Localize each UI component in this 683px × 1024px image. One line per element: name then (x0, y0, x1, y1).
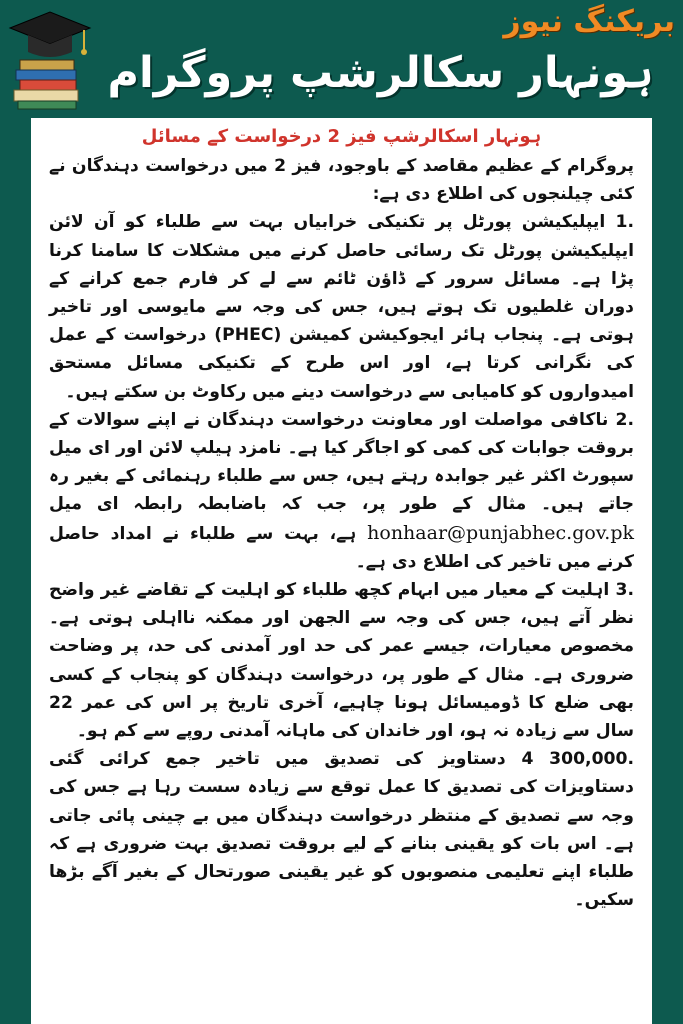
article-subtitle: ہونہار اسکالرشپ فیز 2 درخواست کے مسائل (141, 126, 542, 147)
issue-3-text: اہلیت کے معیار میں ابہام کچھ طلباء کو اہلیت کے تقاضے غیر واضح نظر آتے ہیں، جس کی وجہ سے الجھن اور ممکنہ نااہلی ہوتی ہے۔ مخصوص معیارات، جیسے عمر کی حد اور آمدنی کی حد، پر وضاحت ضروری ہے۔ مثال کے طور پر، درخواست دہندگان کو پنجاب کے کسی بھی ضلع کا ڈومیسائل ہونا چاہیے، آخری تاریخ پر اس کی عمر 22 سال سے زیادہ نہ ہو، اور خاندان کی ماہانہ آمدنی روپے سے کم ہو۔ (49, 580, 634, 742)
issue-1 (49, 208, 634, 405)
article-intro: پروگرام کے عظیم مقاصد کے باوجود، فیز 2 میں درخواست دہندگان نے کئی چیلنجوں کی اطلاع دی ہے: (49, 156, 634, 205)
issue-4 (49, 745, 634, 914)
issue-3-number: 3. (615, 580, 635, 601)
issue-2-text-a: ناکافی مواصلت اور معاونت درخواست دہندگان نے اپنے سوالات کے بروقت جوابات کی کمی کو اجاگر کیا ہے۔ نامزد ہیلپ لائن اور ای میل سپورٹ اکثر غیر جوابدہ رہتے ہیں، جس سے طلباء رہنمائی کے بغیر رہ جاتے ہیں۔ مثال کے طور پر، جب کہ باضابطہ رابطہ ای میل (49, 409, 634, 515)
issue-1-text: ایپلیکیشن پورٹل پر تکنیکی خرابیاں بہت سے طلباء کو آن لائن ایپلیکیشن پورٹل تک رسائی حاصل کرنے میں مشکلات کا سامنا کرنا پڑا ہے۔ مسائل سرور کے ڈاؤن ٹائم سے لے کر فارم جمع کرانے کے دوران غلطیوں تک ہوتے ہیں، جس کی وجہ سے مایوسی اور تاخیر ہوتی ہے۔ پنجاب ہائر ایجوکیشن کمیشن (PHEC) درخواست کے عمل کی نگرانی کرتا ہے، اور اس طرح کے تکنیکی مسائل مستحق امیدواروں کو کامیابی سے درخواست دینے میں رکاوٹ بن سکتے ہیں۔ (49, 212, 634, 402)
issue-1-number: 1. (615, 212, 635, 233)
issue-2 (49, 406, 634, 576)
page-title: ہونہار سکالرشپ پروگرام (107, 48, 654, 98)
issue-2-number: 2. (615, 409, 635, 430)
graduation-cap-books-icon (6, 2, 92, 110)
article-body (31, 118, 652, 914)
article-panel (31, 118, 652, 1024)
support-email: honhaar@punjabhec.gov.pk (367, 521, 635, 544)
issue-3 (49, 576, 634, 745)
issue-4-text: دستاویز کی تصدیق میں تاخیر جمع کرائی گئی دستاویزات کی تصدیق کا عمل توقع سے زیادہ سست رہا ہے جس کی وجہ سے تصدیق کے منتظر درخواست دہندگان میں بے چینی پائی جاتی ہے۔ اس بات کو یقینی بنانے کے لیے بروقت تصدیق بہت ضروری ہے کہ طلباء اپنے تعلیمی منصوبوں کو غیر یقینی صورتحال کے بغیر آگے بڑھا سکیں۔ (49, 749, 634, 911)
issue-4-number: 4 300,000. (521, 749, 634, 770)
breaking-news-badge: بریکنگ نیوز (503, 4, 675, 39)
header-banner (0, 0, 683, 114)
issue-2-text-b: ہے، بہت سے طلباء نے امداد حاصل کرنے میں تاخیر کی اطلاع دی ہے۔ (49, 523, 634, 572)
